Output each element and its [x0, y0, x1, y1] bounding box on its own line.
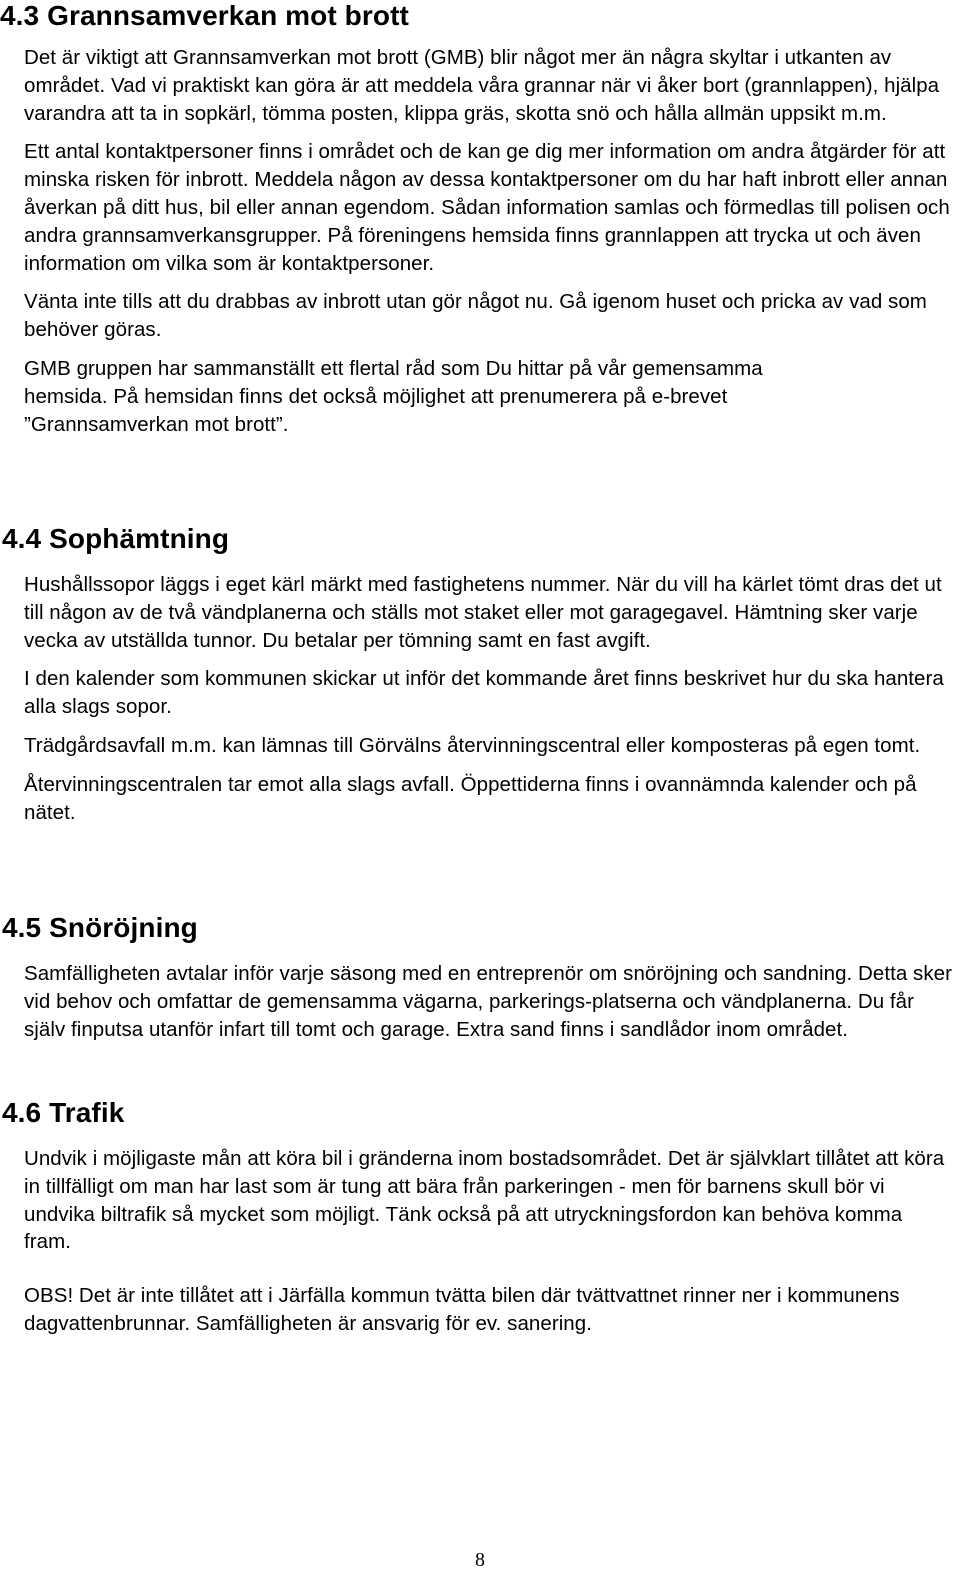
section-grannsamverkan	[0, 0, 409, 32]
paragraph: Ett antal kontaktpersoner finns i området och de kan ge dig mer information om andra åtgärder för att minska risken för inbrott. Meddela någon av dessa kontaktpersoner om du har haft inbrott eller annan åverkan på ditt hus, bil eller annan egendom. Sådan information samlas och förmedlas till polisen och andra grannsamverkansgrupper. På föreningens hemsida finns grannlappen att trycka ut och även information om vilka som är kontaktpersoner.	[24, 140, 950, 275]
section-body-grannsamverkan	[0, 44, 954, 438]
section-body-sophamtning	[0, 571, 954, 826]
paragraph: GMB gruppen har sammanställt ett flertal råd som Du hittar på vår gemensamma hemsida. På hemsidan finns det också möjlighet att prenumerera på e-brevet ”Grannsamverkan mot brott”.	[24, 356, 763, 436]
section-trafik	[0, 1097, 124, 1129]
paragraph: Återvinningscentralen tar emot alla slags avfall. Öppettiderna finns i ovannämnda kalender och på nätet.	[24, 772, 917, 824]
paragraph: Trädgårdsavfall m.m. kan lämnas till Görvälns återvinningscentral eller komposteras på egen tomt.	[24, 733, 921, 757]
section-body-trafik	[0, 1145, 954, 1338]
section-body-snorojning	[0, 960, 954, 1043]
paragraph: Samfälligheten avtalar inför varje säsong med en entreprenör om snöröjning och sandning. Detta sker vid behov och omfattar de gemensamma vägarna, parkerings-platserna och vändplanerna. Du får själv finputsa utanför infart till tomt och garage. Extra sand finns i sandlådor inom området.	[24, 962, 952, 1041]
section-snorojning	[0, 912, 198, 944]
section-heading: 4.5 Snöröjning	[2, 912, 198, 943]
paragraph: Det är viktigt att Grannsamverkan mot brott (GMB) blir något mer än några skyltar i utkanten av området. Vad vi praktiskt kan göra är att meddela våra grannar när vi åker bort (grannlappen), hjälpa varandra att ta in sopkärl, tömma posten, klippa gräs, skotta snö och hålla allmän uppsikt m.m.	[24, 46, 940, 125]
paragraph: Vänta inte tills att du drabbas av inbrott utan gör något nu. Gå igenom huset och pricka av vad som behöver göras.	[24, 290, 927, 342]
section-heading: 4.4 Sophämtning	[2, 523, 230, 554]
paragraph: Undvik i möjligaste mån att köra bil i gränderna inom bostadsområdet. Det är självklart tillåtet att köra in tillfälligt om man har last som är tung att bära från parkeringen - men för barnens skull bör vi undvika biltrafik så mycket som möjligt. Tänk också på att utryckningsfordon kan behöva komma fram.	[24, 1147, 945, 1254]
paragraph: I den kalender som kommunen skickar ut inför det kommande året finns beskrivet hur du ska hantera alla slags sopor.	[24, 667, 944, 719]
paragraph: Hushållssopor läggs i eget kärl märkt med fastighetens nummer. När du vill ha kärlet tömt dras det ut till någon av de två vändplanerna och ställs mot staket eller mot garagegavel. Hämtning sker varje vecka av utställda tunnor. Du betalar per tömning samt en fast avgift.	[24, 573, 942, 652]
section-sophamtning	[0, 523, 229, 555]
section-heading: 4.6 Trafik	[2, 1097, 125, 1128]
paragraph: OBS! Det är inte tillåtet att i Järfälla kommun tvätta bilen där tvättvattnet rinner ner i kommunens dagvattenbrunnar. Samfälligheten är ansvarig för ev. sanering.	[24, 1284, 900, 1335]
page-number: 8	[475, 1549, 485, 1571]
section-heading: 4.3 Grannsamverkan mot brott	[0, 0, 409, 31]
